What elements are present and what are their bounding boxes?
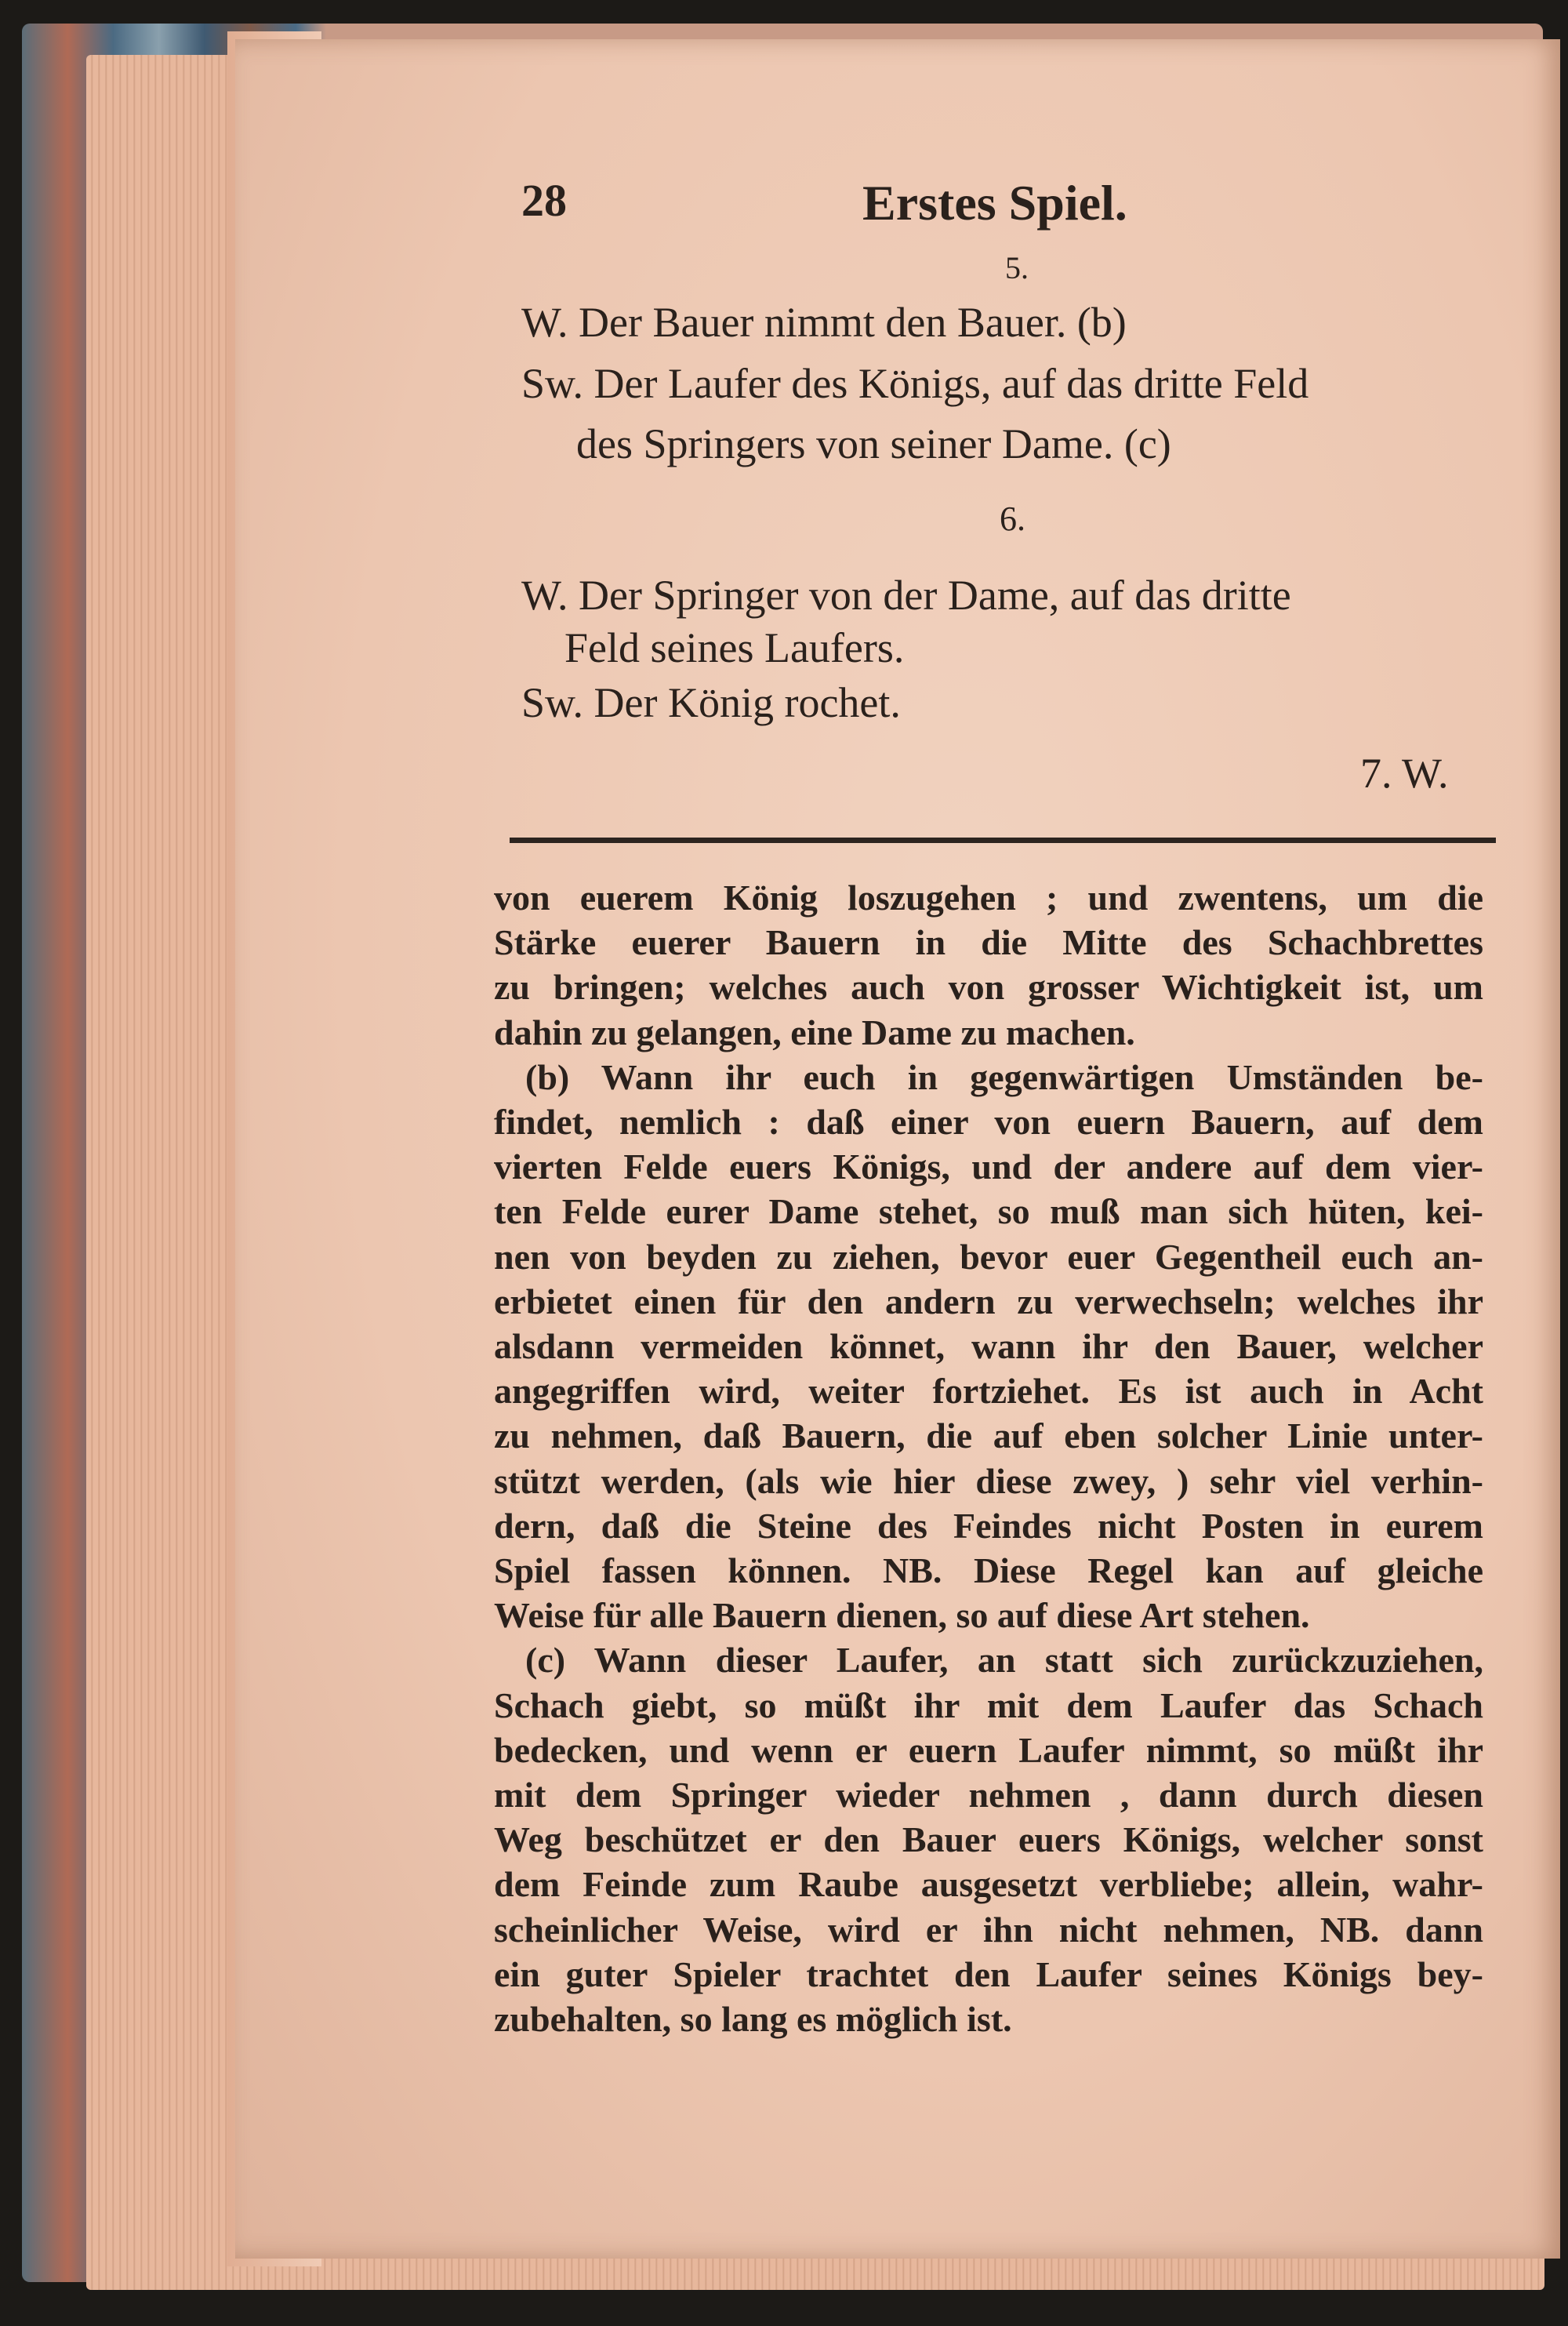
footnote-line: Weg beschützet er den Bauer euers Königs, welcher sonst bbox=[494, 1819, 1483, 1860]
footnote-line: erbietet einen für den andern zu verwechseln; welches ihr bbox=[494, 1281, 1483, 1321]
footnote-line: bedecken, und wenn er euern Laufer nimmt, so müßt ihr bbox=[494, 1729, 1483, 1770]
move-line: W. Der Bauer nimmt den Bauer. (b) bbox=[521, 299, 1127, 346]
move-number: 6. bbox=[1000, 500, 1025, 538]
move-line: Feld seines Laufers. bbox=[564, 624, 905, 671]
footnote-line: (b) Wann ihr euch in gegenwärtigen Umständen be- bbox=[525, 1056, 1483, 1097]
footnote-line: vierten Felde euers Königs, und der andere auf dem vier- bbox=[494, 1147, 1483, 1187]
footnote-line: zu nehmen, daß Bauern, die auf eben solcher Linie unter- bbox=[494, 1416, 1483, 1456]
footnote-line: (c) Wann dieser Laufer, an statt sich zurückzuziehen, bbox=[525, 1640, 1483, 1681]
footnote-line: findet, nemlich : daß einer von euern Bauern, auf dem bbox=[494, 1102, 1483, 1142]
footnote-rule bbox=[510, 838, 1496, 843]
footnote-line: Stärke euerer Bauern in die Mitte des Schachbrettes bbox=[494, 922, 1483, 963]
footnote-line: Weise für alle Bauern dienen, so auf diese Art stehen. bbox=[494, 1595, 1310, 1636]
footnote-line: mit dem Springer wieder nehmen , dann durch diesen bbox=[494, 1775, 1483, 1815]
catchword: 7. W. bbox=[1360, 750, 1449, 797]
page-title: Erstes Spiel. bbox=[862, 175, 1127, 231]
footnote-line: ein guter Spieler trachtet den Laufer seines Königs bey- bbox=[494, 1953, 1483, 1994]
footnote-line: Schach giebt, so müßt ihr mit dem Laufer das Schach bbox=[494, 1685, 1483, 1725]
footnote-line: dahin zu gelangen, eine Dame zu machen. bbox=[494, 1012, 1135, 1052]
footnote-line: zubehalten, so lang es möglich ist. bbox=[494, 1999, 1012, 2039]
footnote-line: scheinlicher Weise, wird er ihn nicht nehmen, NB. dann bbox=[494, 1909, 1483, 1950]
move-number: 5. bbox=[1005, 250, 1029, 285]
footnote-line: ten Felde eurer Dame stehet, so muß man sich hüten, kei- bbox=[494, 1191, 1483, 1232]
move-line: W. Der Springer von der Dame, auf das dritte bbox=[521, 572, 1291, 619]
footnote-line: Spiel fassen können. NB. Diese Regel kan auf gleiche bbox=[494, 1550, 1483, 1590]
page-number: 28 bbox=[521, 175, 567, 226]
footnote-line: zu bringen; welches auch von grosser Wichtigkeit ist, um bbox=[494, 967, 1483, 1008]
footnote-line: dern, daß die Steine des Feindes nicht Posten in eurem bbox=[494, 1505, 1483, 1546]
footnote-line: alsdann vermeiden könnet, wann ihr den Bauer, welcher bbox=[494, 1326, 1483, 1366]
footnote-line: dem Feinde zum Raube ausgesetzt verbliebe; allein, wahr- bbox=[494, 1864, 1483, 1905]
footnote-line: nen von beyden zu ziehen, bevor euer Gegentheil euch an- bbox=[494, 1236, 1483, 1277]
move-line: Sw. Der König rochet. bbox=[521, 679, 901, 726]
move-line: Sw. Der Laufer des Königs, auf das dritte Feld bbox=[521, 360, 1309, 407]
footnote-line: stützt werden, (als wie hier diese zwey, ) sehr viel verhin- bbox=[494, 1460, 1483, 1501]
footnote-line: angegriffen wird, weiter fortziehet. Es ist auch in Acht bbox=[494, 1371, 1483, 1412]
move-line: des Springers von seiner Dame. (c) bbox=[576, 420, 1171, 467]
footnote-line: von euerem König loszugehen ; und zwentens, um die bbox=[494, 878, 1483, 918]
